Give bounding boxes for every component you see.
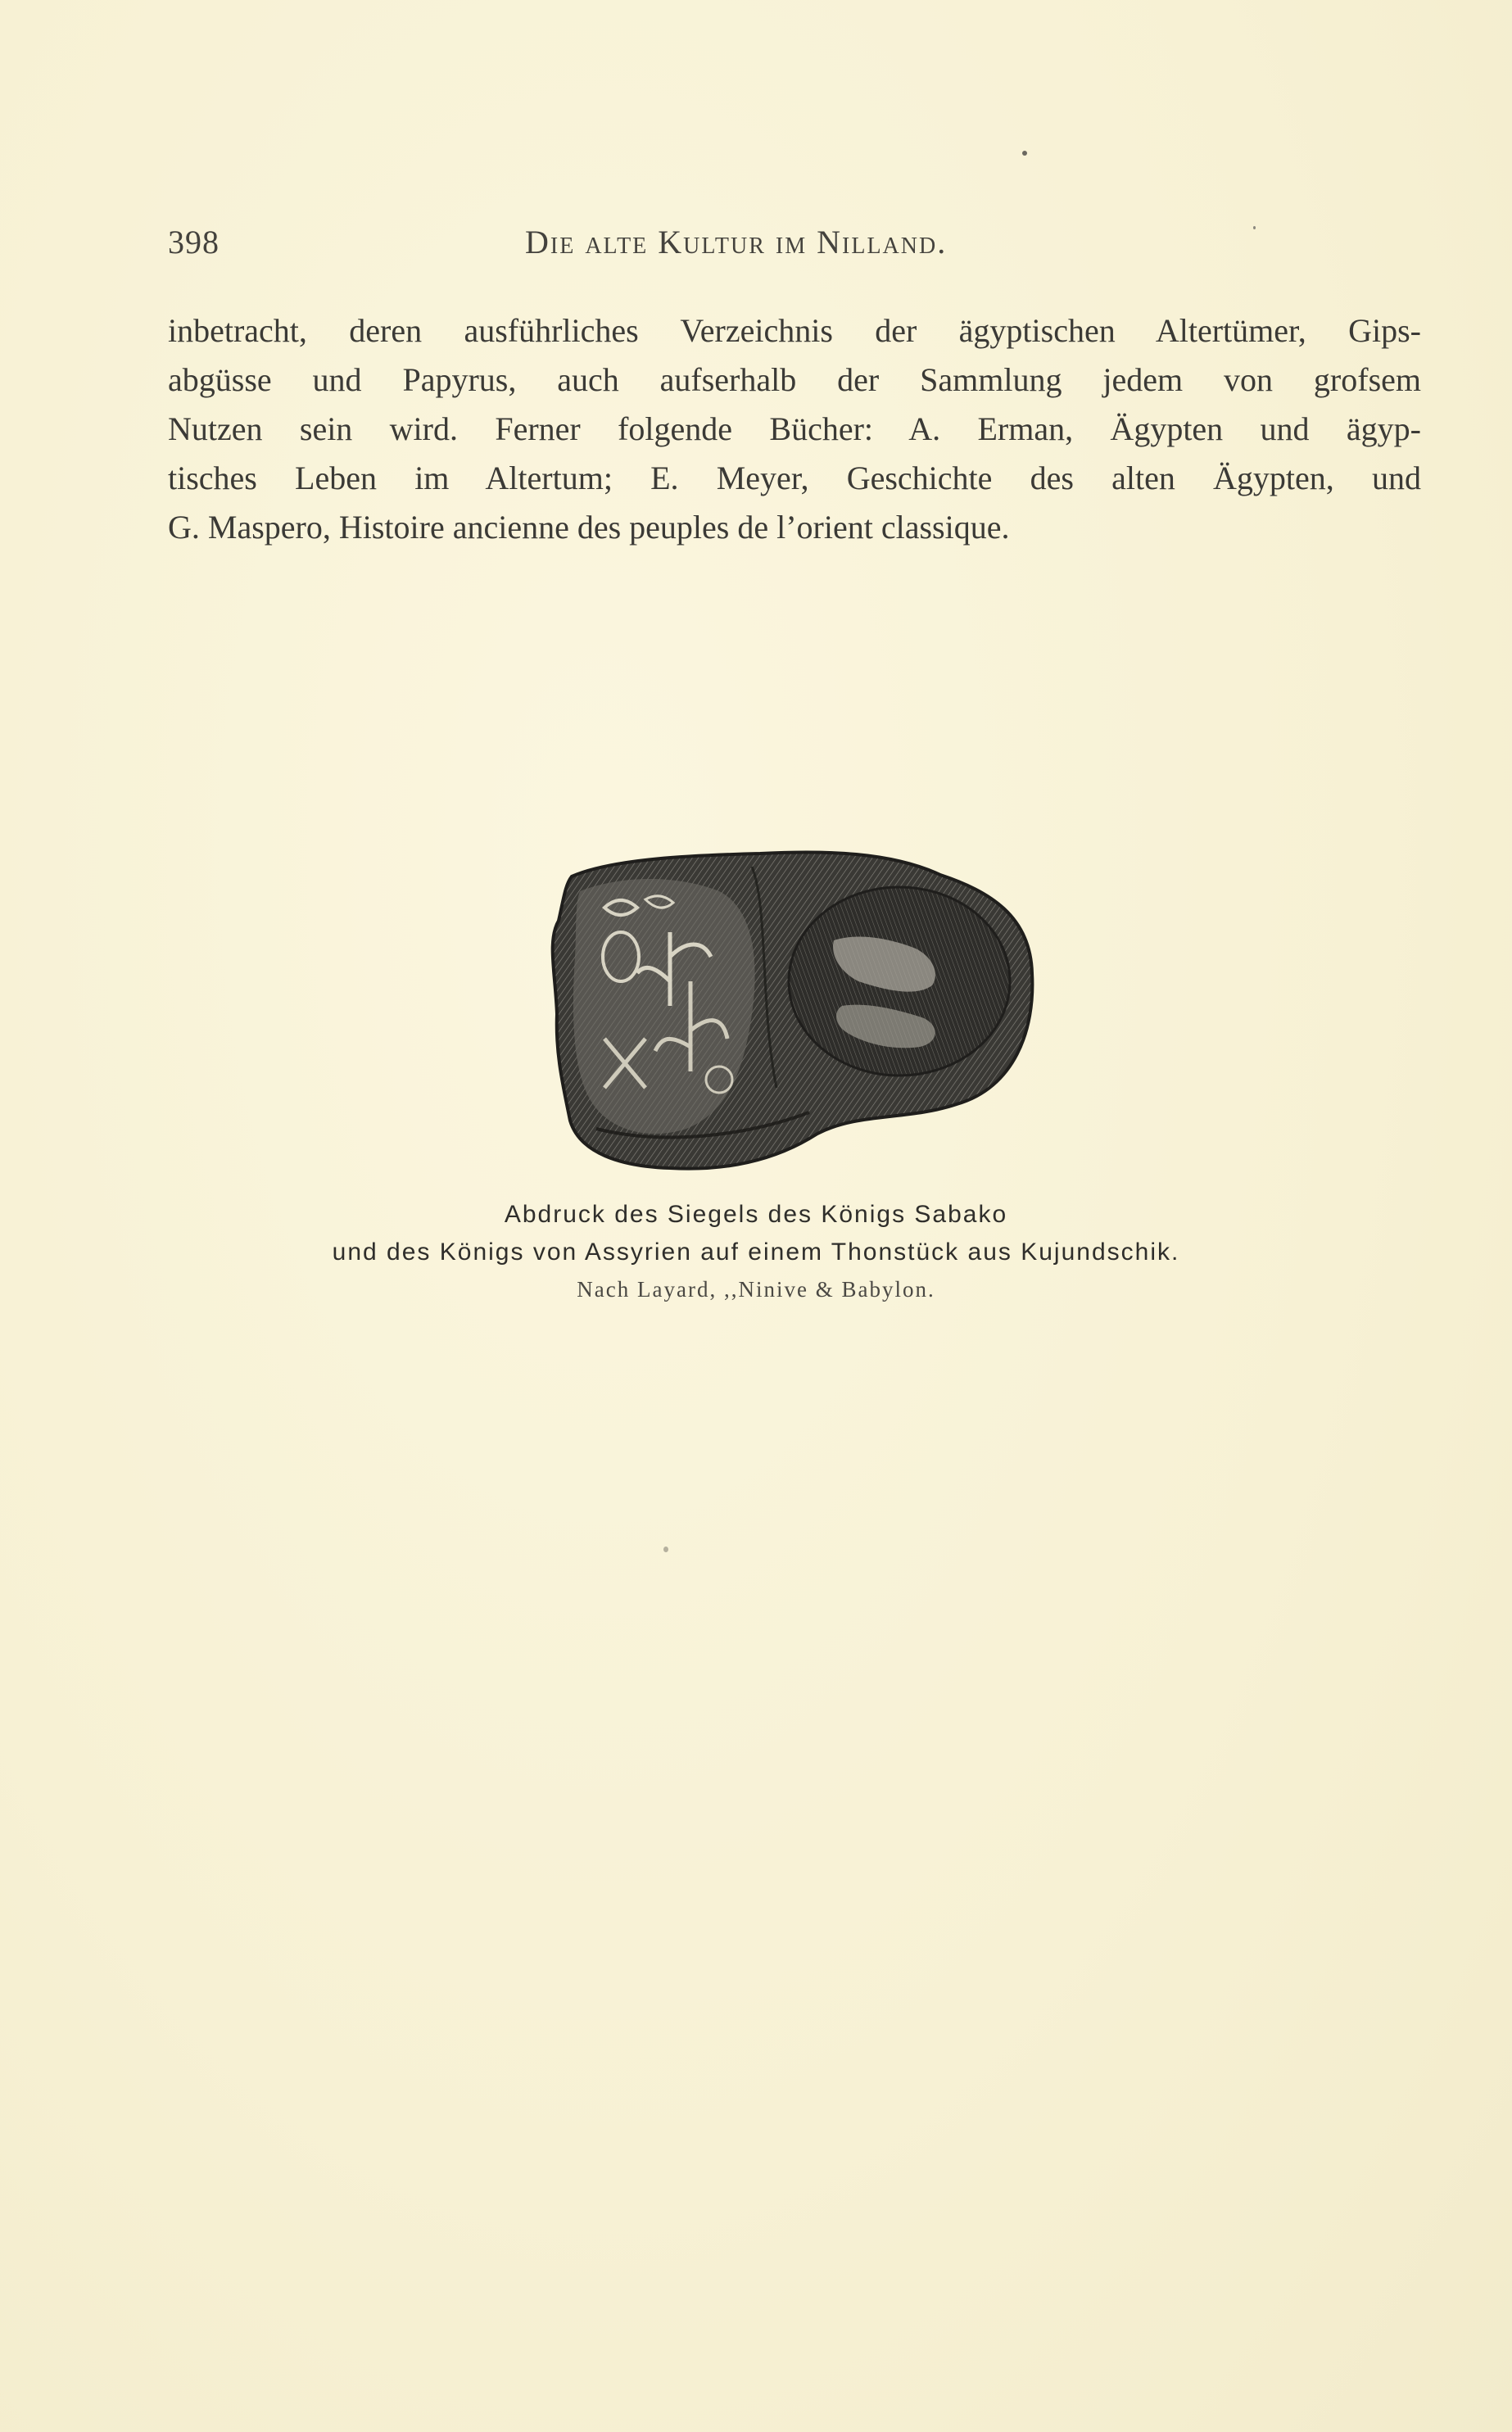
caption-source: Nach Layard, ,,Ninive & Babylon. [577,1277,935,1302]
seal-impression-illustration [547,842,1039,1178]
text-line: tisches Leben im Altertum; E. Meyer, Geschichte des alten Ägypten, und [168,460,1421,496]
caption-line-2: und des Königs von Assyrien auf einem Thonstück aus Kujundschik. [332,1239,1180,1266]
page-number: 398 [168,224,220,260]
text-line: inbetracht, deren ausführliches Verzeichnis der ägyptischen Altertümer, Gips- [168,312,1421,349]
text-line: abgüsse und Papyrus, auch aufserhalb der Sammlung jedem von grofsem [168,361,1421,398]
ink-speck [1022,151,1027,156]
running-header [168,223,1069,272]
running-title: Die alte Kultur im Nilland. [525,224,948,260]
seal-impression-figure [547,842,1039,1178]
ink-speck [1253,226,1256,229]
text-line: Nutzen sein wird. Ferner folgende Bücher: A. Erman, Ägypten und ägyp- [168,410,1421,447]
ink-speck [663,1547,668,1552]
text-line: G. Maspero, Histoire ancienne des peuples de l’orient classique. [168,509,1010,546]
caption-line-1: Abdruck des Siegels des Königs Sabako [504,1201,1008,1228]
figure-caption [0,1196,1512,1307]
body-paragraph [168,306,1421,552]
